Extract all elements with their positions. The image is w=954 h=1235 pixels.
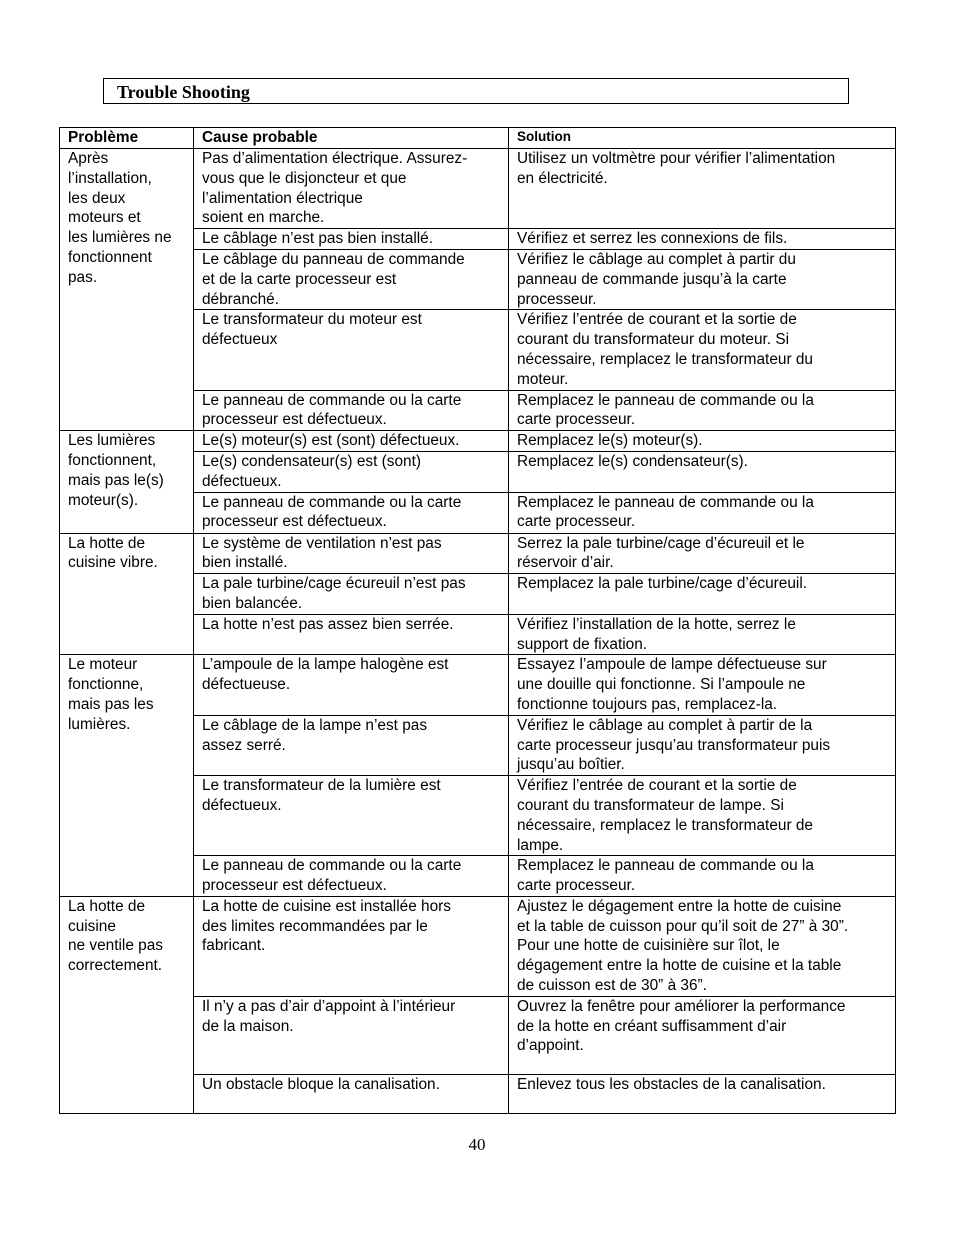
cause-cell: Le panneau de commande ou la carte processeur est défectueux. (194, 856, 509, 897)
cause-cell: La pale turbine/cage écureuil n’est pas bien balancée. (194, 574, 509, 615)
solution-cell: Serrez la pale turbine/cage d’écureuil et le réservoir d’air. (509, 533, 896, 574)
solution-cell: Remplacez la pale turbine/cage d’écureuil. (509, 574, 896, 615)
section-title: Trouble Shooting (103, 78, 849, 104)
problem-cell: La hotte de cuisine vibre. (60, 533, 194, 655)
table-header-row (60, 128, 896, 149)
solution-cell: Enlevez tous les obstacles de la canalisation. (509, 1074, 896, 1113)
cause-cell: Pas d’alimentation électrique. Assurez- vous que le disjoncteur et que l’alimentation électrique soient en marche. (194, 149, 509, 229)
cause-cell: La hotte de cuisine est installée hors des limites recommandées par le fabricant. (194, 896, 509, 996)
cause-cell: Le panneau de commande ou la carte processeur est défectueux. (194, 390, 509, 431)
problem-cell: La hotte de cuisine ne ventile pas correctement. (60, 896, 194, 1113)
problem-cell: Les lumières fonctionnent, mais pas le(s) moteur(s). (60, 431, 194, 533)
problem-cell: Après l’installation, les deux moteurs et les lumières ne fonctionnent pas. (60, 149, 194, 431)
troubleshooting-table (59, 127, 896, 1114)
solution-cell: Ajustez le dégagement entre la hotte de cuisine et la table de cuisson pour qu’il soit de 27” à 30”. Pour une hotte de cuisinière sur îlot, le dégagement entre la hotte de cuisine et la table de cuisson est de 30” à 36”. (509, 896, 896, 996)
solution-cell: Vérifiez l’entrée de courant et la sortie de courant du transformateur du moteur. Si nécessaire, remplacez le transformateur du moteur. (509, 310, 896, 390)
cause-cell: Il n’y a pas d’air d’appoint à l’intérieur de la maison. (194, 996, 509, 1074)
cause-cell: L’ampoule de la lampe halogène est défectueuse. (194, 655, 509, 715)
solution-cell: Vérifiez l’installation de la hotte, serrez le support de fixation. (509, 614, 896, 655)
problem-cell: Le moteur fonctionne, mais pas les lumières. (60, 655, 194, 897)
header-problem: Problème (60, 128, 194, 149)
table-row (60, 431, 896, 452)
solution-cell: Vérifiez le câblage au complet à partir du panneau de commande jusqu’à la carte processeur. (509, 249, 896, 309)
solution-cell: Vérifiez l’entrée de courant et la sortie de courant du transformateur de lampe. Si nécessaire, remplacez le transformateur de lampe. (509, 776, 896, 856)
cause-cell: Le système de ventilation n’est pas bien installé. (194, 533, 509, 574)
cause-cell: Le panneau de commande ou la carte processeur est défectueux. (194, 492, 509, 533)
cause-cell: Un obstacle bloque la canalisation. (194, 1074, 509, 1113)
cause-cell: Le câblage de la lampe n’est pas assez serré. (194, 715, 509, 775)
header-solution: Solution (509, 128, 896, 149)
cause-cell: La hotte n’est pas assez bien serrée. (194, 614, 509, 655)
cause-cell: Le câblage du panneau de commande et de la carte processeur est débranché. (194, 249, 509, 309)
solution-cell: Remplacez le panneau de commande ou la carte processeur. (509, 390, 896, 431)
table-row (60, 896, 896, 996)
solution-cell: Essayez l’ampoule de lampe défectueuse sur une douille qui fonctionne. Si l’ampoule ne fonctionne toujours pas, remplacez-la. (509, 655, 896, 715)
solution-cell: Remplacez le panneau de commande ou la carte processeur. (509, 492, 896, 533)
cause-cell: Le transformateur du moteur est défectueux (194, 310, 509, 390)
solution-cell: Utilisez un voltmètre pour vérifier l’alimentation en électricité. (509, 149, 896, 229)
table-row (60, 655, 896, 715)
table-row (60, 533, 896, 574)
solution-cell: Vérifiez et serrez les connexions de fils. (509, 229, 896, 250)
cause-cell: Le câblage n’est pas bien installé. (194, 229, 509, 250)
table-row (60, 149, 896, 229)
solution-cell: Remplacez le(s) condensateur(s). (509, 451, 896, 492)
solution-cell: Ouvrez la fenêtre pour améliorer la performance de la hotte en créant suffisamment d’air d’appoint. (509, 996, 896, 1074)
cause-cell: Le(s) condensateur(s) est (sont) défectueux. (194, 451, 509, 492)
solution-cell: Vérifiez le câblage au complet à partir de la carte processeur jusqu’au transformateur puis jusqu’au boîtier. (509, 715, 896, 775)
solution-cell: Remplacez le panneau de commande ou la carte processeur. (509, 856, 896, 897)
solution-cell: Remplacez le(s) moteur(s). (509, 431, 896, 452)
cause-cell: Le transformateur de la lumière est défectueux. (194, 776, 509, 856)
page-number: 40 (468, 1135, 486, 1154)
header-cause: Cause probable (194, 128, 509, 149)
cause-cell: Le(s) moteur(s) est (sont) défectueux. (194, 431, 509, 452)
